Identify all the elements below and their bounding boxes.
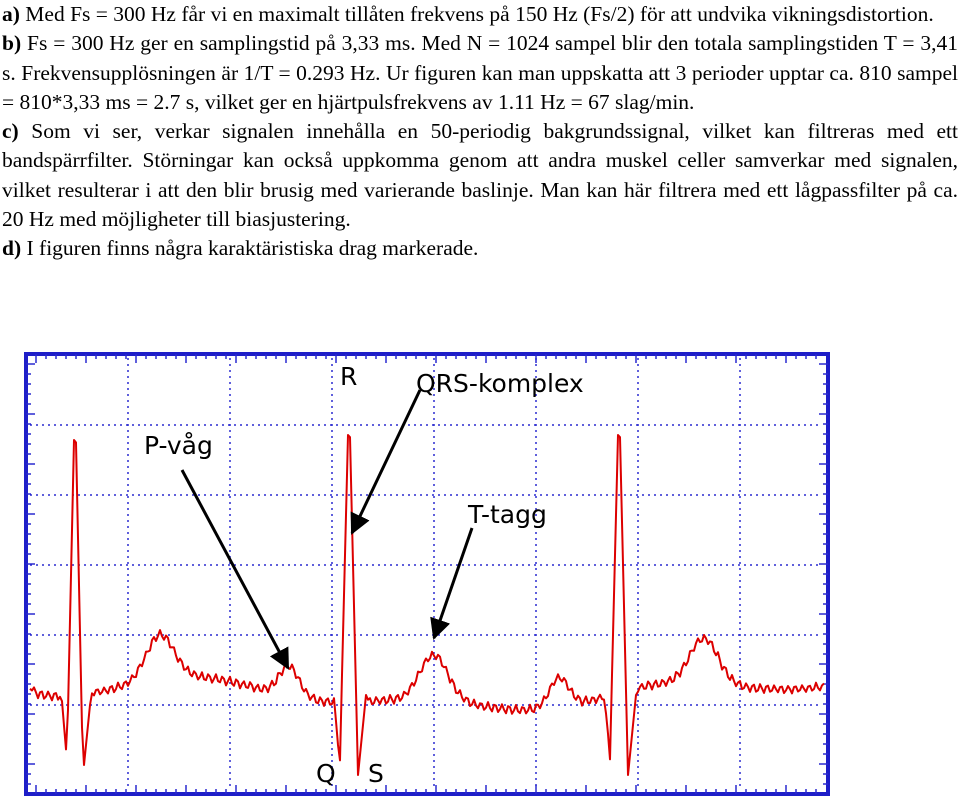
paragraph-label: a) <box>2 2 20 26</box>
p-wave-label: P-våg <box>144 431 213 460</box>
paragraph-body: Som vi ser, verkar signalen innehålla en 50-periodig bakgrundssignal, vilket kan filtreras med ett bandspärrfilter. Störningar kan också uppkomma genom att andra muskel celler samverkar med signalen, vilket resulterar i att den blir brusig med varierande baslinje. Man kan här filtrera med ett lågpassfilter på ca. 20 Hz med möjligheter till biasjustering. <box>2 119 958 232</box>
ecg-figure <box>22 350 832 798</box>
qrs-arrow <box>352 390 420 533</box>
paragraph-body: Fs = 300 Hz ger en samplingstid på 3,33 ms. Med N = 1024 sampel blir den totala samplingstiden T = 3,41 s. Frekvensupplösningen är 1/T = 0.293 Hz. Ur figuren kan man uppskatta att 3 perioder upptar ca. 810 sampel = 810*3,33 ms = 2.7 s, vilket ger en hjärtpulsfrekvens av 1.11 Hz = 67 slag/min. <box>2 31 958 114</box>
document-text <box>2 0 958 264</box>
r-label: R <box>340 362 358 391</box>
p-wave-arrow <box>182 470 288 668</box>
s-label: S <box>368 759 384 788</box>
qrs-label: QRS-komplex <box>416 369 584 398</box>
paragraph-label: c) <box>2 119 19 144</box>
plot-frame <box>26 354 828 794</box>
paragraph-body: Med Fs = 300 Hz får vi en maximalt tillåten frekvens på 150 Hz (Fs/2) för att undvika vikningsdistortion. <box>19 2 934 26</box>
t-wave-arrow <box>434 528 472 638</box>
paragraph-b <box>2 29 958 117</box>
paragraph-body: I figuren finns några karaktäristiska drag markerade. <box>21 236 479 261</box>
paragraph-a <box>2 0 958 29</box>
grid-layer <box>26 354 828 794</box>
ecg-plot <box>22 350 832 798</box>
paragraph-label: b) <box>2 31 22 56</box>
q-label: Q <box>316 759 336 788</box>
paragraph-label: d) <box>2 236 22 261</box>
paragraph-c <box>2 117 958 234</box>
paragraph-d <box>2 234 958 263</box>
ecg-signal-trace <box>30 435 824 775</box>
t-wave-label: T-tagg <box>468 500 547 529</box>
